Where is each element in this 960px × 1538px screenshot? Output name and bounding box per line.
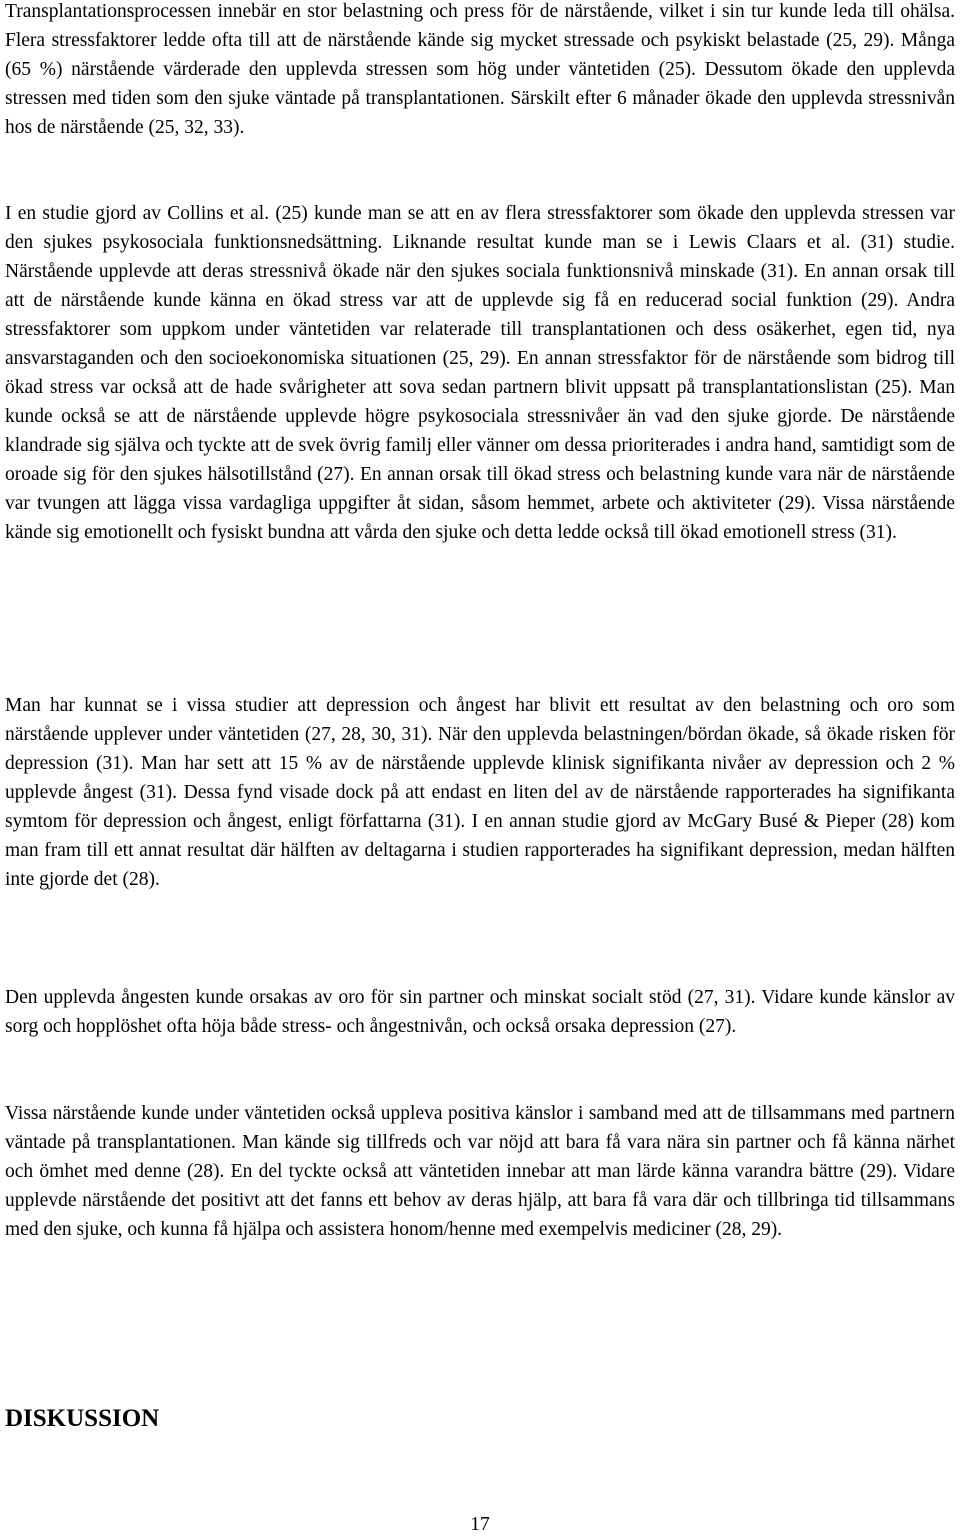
paragraph-collins-study: I en studie gjord av Collins et al. (25) kunde man se att en av flera stressfaktorer som ökade den upplevda stressen var den sjukes psykosociala funktionsnedsättning. Liknande resultat kunde man se i Lewis Claars et al. (31) studie. Närstående upplevde att deras stressnivå ökade när den sjukes sociala funktionsnivå minskade (31). En annan orsak till att de närstående kunde känna en ökad stress var att de upplevde sig få en reducerad social funktion (29). Andra stressfaktorer som uppkom under väntetiden var relaterade till transplantationen och dess osäkerhet, egen tid, nya ansvarstaganden och den socioekonomiska situationen (25, 29). En annan stressfaktor för de närstående som bidrog till ökad stress var också att de hade svårigheter att sova sedan partnern blivit uppsatt på transplantationslistan (25). Man kunde också se att de närstående upplevde högre psykosociala stressnivåer än vad den sjuke gjorde. De närstående klandrade sig själva och tyckte att de svek övrig familj eller vänner om dessa prioriterades i andra hand, samtidigt som de oroade sig för den sjukes hälsotillstånd (27). En annan orsak till ökad stress och belastning kunde vara när de närstående var tvungen att lägga vissa vardagliga uppgifter åt sidan, såsom hemmet, arbete och aktiviteter (29). Vissa närstående kände sig emotionellt och fysiskt bundna att vårda den sjuke och detta ledde också till ökad emotionell stress (31).: [5, 203, 955, 543]
paragraph-stress-factors: Transplantationsprocessen innebär en stor belastning och press för de närstående, vilket i sin tur kunde leda till ohälsa. Flera stressfaktorer ledde ofta till att de närstående kände sig mycket stressade och psykiskt belastade (25, 29). Många (65 %) närstående värderade den upplevda stressen som hög under väntetiden (25). Dessutom ökade den upplevda stressen med tiden som den sjuke väntade på transplantationen. Särskilt efter 6 månader ökade den upplevda stressnivån hos de närstående (25, 32, 33).: [5, 1, 955, 138]
paragraph-depression-anxiety: Man har kunnat se i vissa studier att depression och ångest har blivit ett resultat av den belastning och oro som närstående upplever under väntetiden (27, 28, 30, 31). När den upplevda belastningen/bördan ökade, så ökade risken för depression (31). Man har sett att 15 % av de närstående upplevde klinisk signifikanta nivåer av depression och 2 % upplevde ångest (31). Dessa fynd visade dock på att endast en liten del av de närstående rapporterades ha signifikanta symtom för depression och ångest, enligt författarna (31). I en annan studie gjord av McGary Busé & Pieper (28) kom man fram till ett annat resultat där hälften av deltagarna i studien rapporterades ha signifikant depression, medan hälften inte gjorde det (28).: [5, 695, 955, 890]
paragraph-anxiety-causes: Den upplevda ångesten kunde orsakas av oro för sin partner och minskat socialt stöd (27, 31). Vidare kunde känslor av sorg och hopplöshet ofta höja både stress- och ångestnivån, och också orsaka depression (27).: [5, 987, 955, 1037]
page-number: 17: [470, 1514, 490, 1535]
section-heading: DISKUSSION: [5, 1405, 160, 1432]
paragraph-positive-feelings: Vissa närstående kunde under väntetiden också uppleva positiva känslor i samband med att de tillsammans med partnern väntade på transplantationen. Man kände sig tillfreds och var nöjd att bara få vara nära sin partner och få känna närhet och ömhet med denne (28). En del tyckte också att väntetiden innebar att man lärde känna varandra bättre (29). Vidare upplevde närstående det positivt att det fanns ett behov av deras hjälp, att bara få vara där och tillbringa tid tillsammans med den sjuke, och kunna få hjälpa och assistera honom/henne med exempelvis mediciner (28, 29).: [5, 1103, 955, 1240]
